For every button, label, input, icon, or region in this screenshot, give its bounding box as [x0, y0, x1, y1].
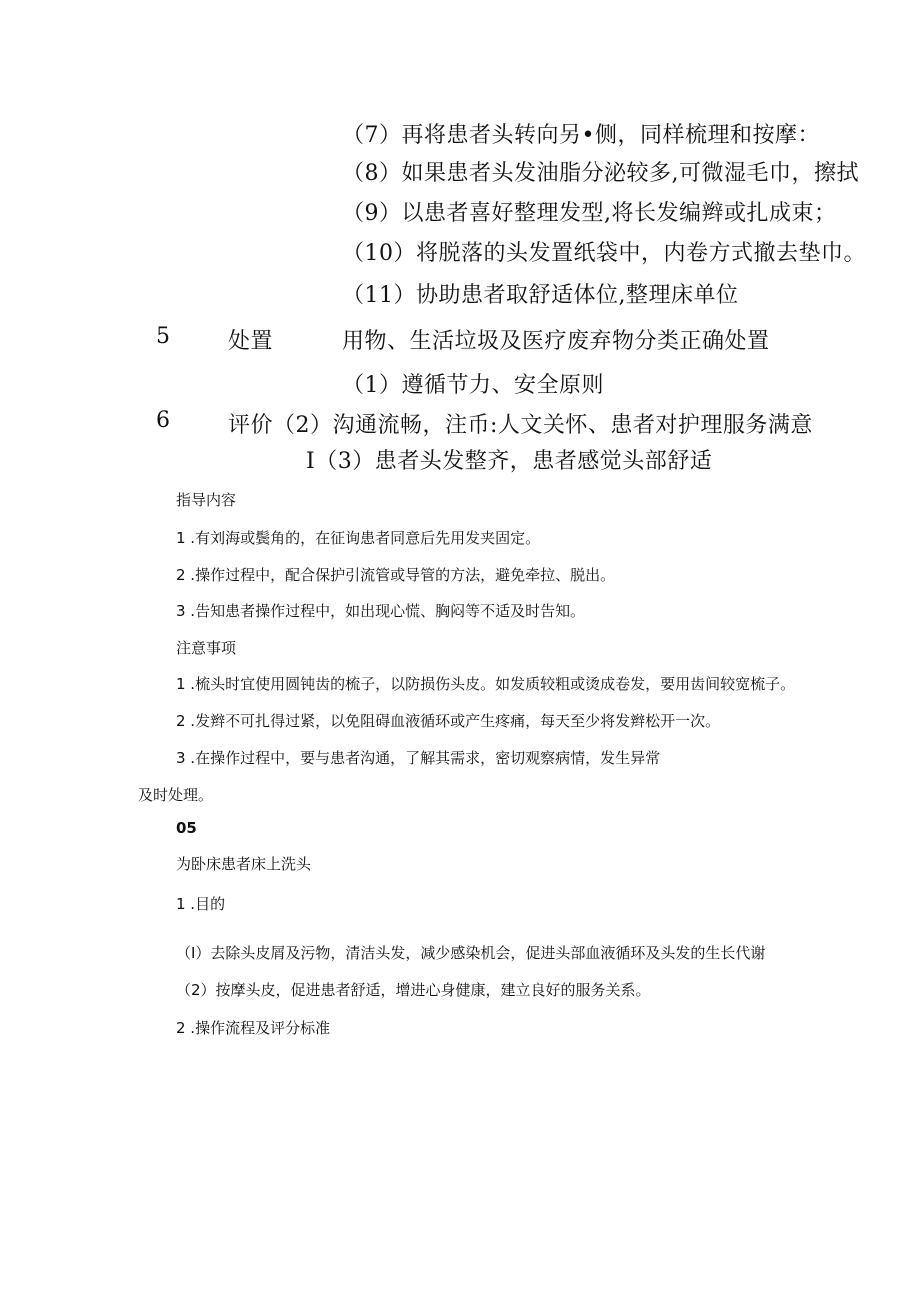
notes-item-3: 3 .在操作过程中，要与患者沟通，了解其需求，密切观察病情，发生异常 [176, 749, 661, 767]
step-8: （8）如果患者头发油脂分泌较多,可微湿毛巾，擦拭 [342, 161, 859, 186]
row5-content: 用物、生活垃圾及医疗废弃物分类正确处置 [342, 329, 770, 354]
purpose-heading: 1 .目的 [176, 895, 226, 913]
row6-item-1: （1）遵循节力、安全原则 [342, 373, 604, 398]
row5-number: 5 [156, 324, 171, 349]
row6-evaluation-line: 评价（2）沟通流畅，注币:人文关怀、患者对护理服务满意 [228, 413, 813, 438]
guidance-item-3: 3 .告知患者操作过程中，如出现心慌、胸闷等不适及时告知。 [176, 602, 586, 620]
guidance-title: 指导内容 [176, 491, 237, 509]
section-title: 为卧床患者床上洗头 [176, 855, 312, 873]
row6-item-3: I（3）患者头发整齐，患者感觉头部舒适 [306, 449, 713, 474]
purpose-item-2: （2）按摩头皮，促进患者舒适，增进心身健康，建立良好的服务关系。 [176, 981, 651, 999]
notes-item-3-continuation: 及时处理。 [138, 786, 214, 804]
guidance-item-1: 1 .有刘海或鬓角的，在征询患者同意后先用发夹固定。 [176, 529, 541, 547]
row6-number: 6 [156, 408, 171, 433]
purpose-item-1: （I）去除头皮屑及污物，清洁头发，减少感染机会，促进头部血液循环及头发的生长代谢 [176, 944, 766, 962]
row5-label: 处置 [228, 329, 274, 354]
step-10: （10）将脱落的头发置纸袋中，内卷方式撤去垫巾。 [342, 241, 866, 266]
step-11: （11）协助患者取舒适体位,整理床单位 [342, 283, 739, 308]
step-9: （9）以患者喜好整理发型,将长发编辫或扎成束； [342, 201, 837, 226]
section-number: 05 [176, 819, 197, 837]
step-7: （7）再将患者头转向另•侧，同样梳理和按摩： [342, 123, 820, 148]
notes-item-1: 1 .梳头时宜使用圆钝齿的梳子，以防损伤头皮。如发质较粗或烫成卷发，要用齿间较宽梳子。 [176, 675, 796, 693]
notes-title: 注意事项 [176, 639, 237, 657]
guidance-item-2: 2 .操作过程中，配合保护引流管或导管的方法，避免牵拉、脱出。 [176, 566, 616, 584]
notes-item-2: 2 .发辫不可扎得过紧，以免阻碍血液循环或产生疼痛，每天至少将发辫松开一次。 [176, 712, 721, 730]
process-heading: 2 .操作流程及评分标准 [176, 1019, 331, 1037]
